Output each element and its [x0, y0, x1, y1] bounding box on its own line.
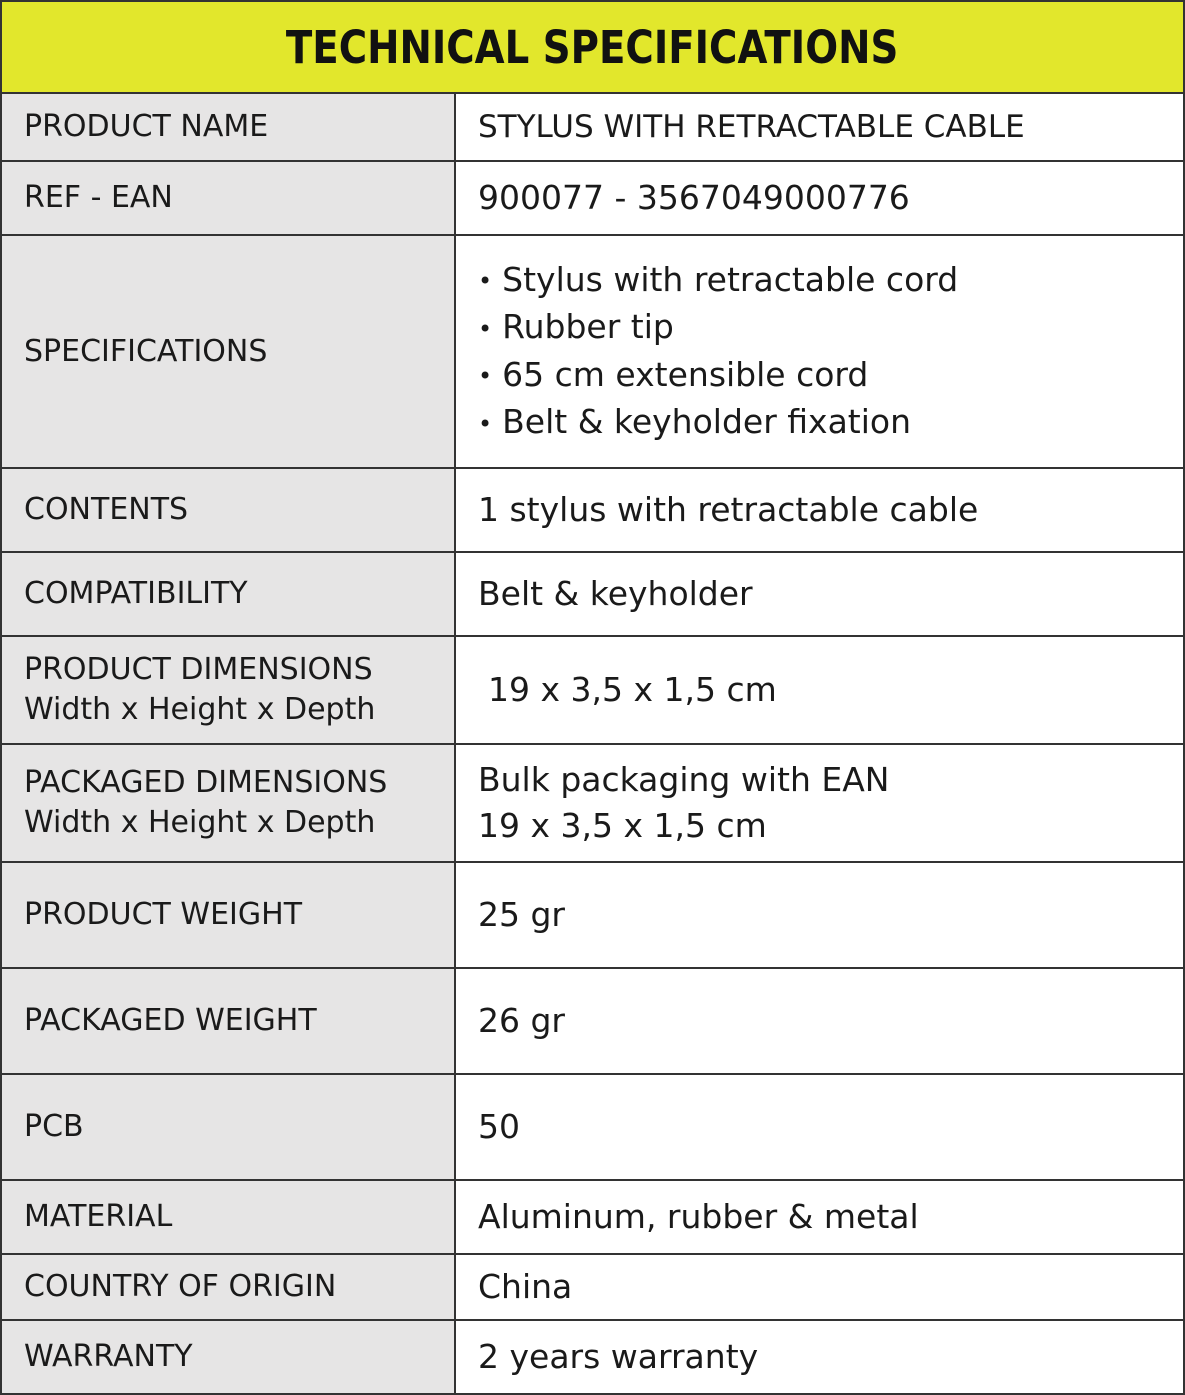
row-label: PRODUCT DIMENSIONS Width x Height x Depth: [0, 637, 456, 745]
row-label: REF - EAN: [0, 162, 456, 236]
row-label: SPECIFICATIONS: [0, 236, 456, 469]
row-pcb: [0, 1075, 1185, 1181]
row-value: 2 years warranty: [456, 1321, 1185, 1395]
row-warranty: [0, 1321, 1185, 1395]
row-material: [0, 1181, 1185, 1255]
row-packaged-dimensions: [0, 745, 1185, 863]
row-value: Belt & keyholder: [456, 553, 1185, 637]
row-value: 25 gr: [456, 863, 1185, 969]
row-contents: [0, 469, 1185, 553]
list-item: • Stylus with retractable cord: [478, 257, 1183, 305]
row-specifications: [0, 236, 1185, 469]
row-label: MATERIAL: [0, 1181, 456, 1255]
row-label: COMPATIBILITY: [0, 553, 456, 637]
row-value: Aluminum, rubber & metal: [456, 1181, 1185, 1255]
spec-list: [478, 257, 1183, 447]
row-compatibility: [0, 553, 1185, 637]
row-label: WARRANTY: [0, 1321, 456, 1395]
row-value: STYLUS WITH RETRACTABLE CABLE: [456, 94, 1185, 162]
list-item: • 65 cm extensible cord: [478, 352, 1183, 400]
row-label: CONTENTS: [0, 469, 456, 553]
row-value: 900077 - 3567049000776: [456, 162, 1185, 236]
row-country-of-origin: [0, 1255, 1185, 1321]
row-label: COUNTRY OF ORIGIN: [0, 1255, 456, 1321]
list-item: • Belt & keyholder fixation: [478, 399, 1183, 447]
row-product-weight: [0, 863, 1185, 969]
row-product-name: [0, 94, 1185, 162]
row-label: PCB: [0, 1075, 456, 1181]
row-value: Bulk packaging with EAN 19 x 3,5 x 1,5 cm: [456, 745, 1185, 863]
row-value: 50: [456, 1075, 1185, 1181]
row-product-dimensions: [0, 637, 1185, 745]
header-banner: [0, 0, 1185, 94]
page-title: TECHNICAL SPECIFICATIONS: [286, 20, 899, 74]
list-item: • Rubber tip: [478, 304, 1183, 352]
row-value: China: [456, 1255, 1185, 1321]
row-label: PACKAGED DIMENSIONS Width x Height x Depth: [0, 745, 456, 863]
row-ref-ean: [0, 162, 1185, 236]
row-value: 26 gr: [456, 969, 1185, 1075]
row-value: [456, 236, 1185, 469]
row-label: PACKAGED WEIGHT: [0, 969, 456, 1075]
row-value: 1 stylus with retractable cable: [456, 469, 1185, 553]
row-value: 19 x 3,5 x 1,5 cm: [456, 637, 1185, 745]
row-label: PRODUCT NAME: [0, 94, 456, 162]
row-packaged-weight: [0, 969, 1185, 1075]
row-label: PRODUCT WEIGHT: [0, 863, 456, 969]
